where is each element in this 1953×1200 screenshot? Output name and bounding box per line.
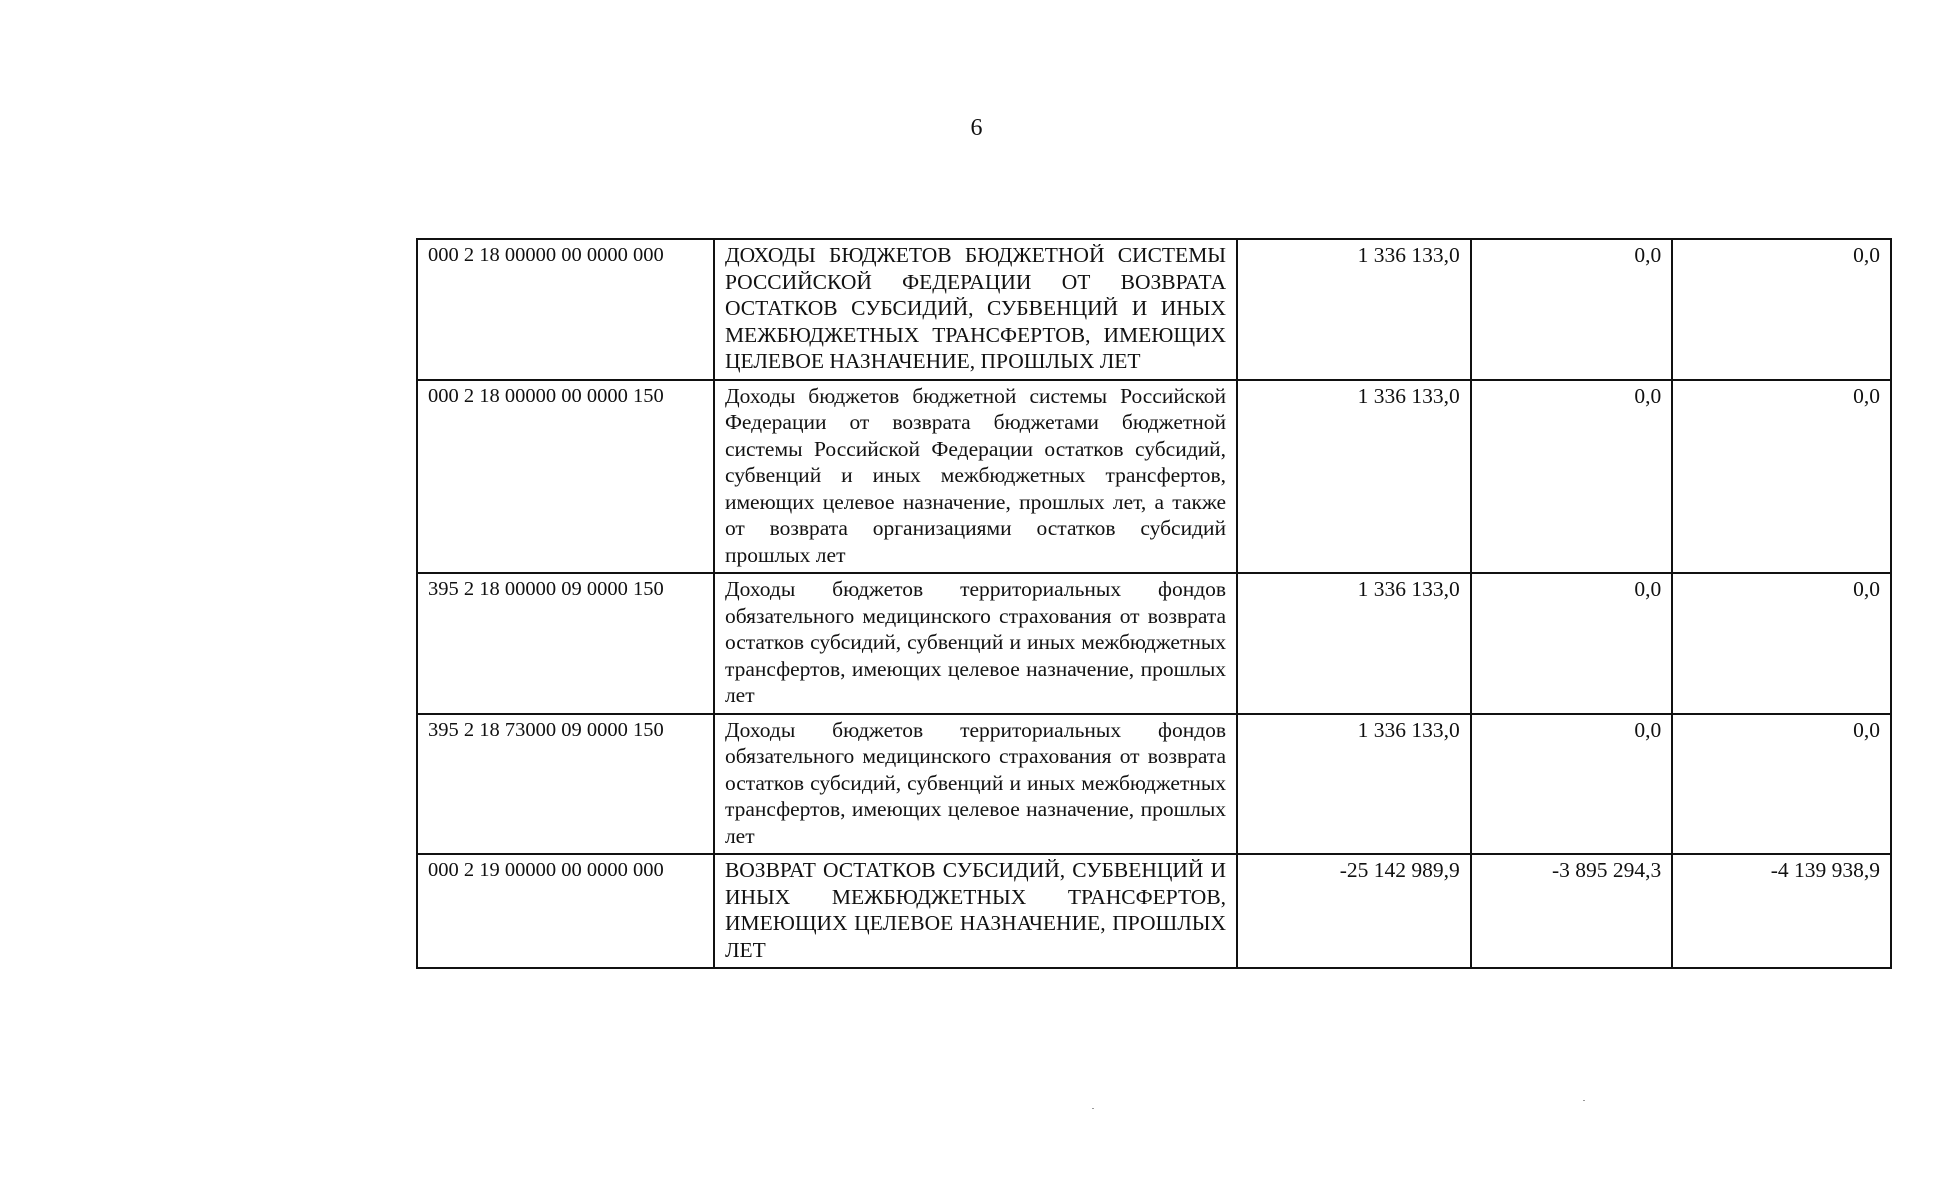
amount-cell-2: 0,0 — [1471, 239, 1673, 380]
revenue-name-cell: Доходы бюджетов бюджетной системы Российской Федерации от возврата бюджетами бюджетной системы Российской Федерации остатков субсидий, субвенций и иных межбюджетных трансфертов, имеющих целевое назначение, прошлых лет, а также от возврата организациями остатков субсидий прошлых лет — [714, 380, 1237, 574]
revenue-name-cell: Доходы бюджетов территориальных фондов обязательного медицинского страхования от возврата остатков субсидий, субвенций и иных межбюджетных трансфертов, имеющих целевое назначение, прошлых лет — [714, 714, 1237, 855]
amount-cell-3: 0,0 — [1672, 714, 1891, 855]
page-number: 6 — [970, 115, 983, 141]
amount-cell-2: 0,0 — [1471, 380, 1673, 574]
amount-cell-1: -25 142 989,9 — [1237, 854, 1471, 968]
revenue-name-cell: Доходы бюджетов территориальных фондов обязательного медицинского страхования от возврата остатков субсидий, субвенций и иных межбюджетных трансфертов, имеющих целевое назначение, прошлых лет — [714, 573, 1237, 714]
budget-code-cell: 395 2 18 73000 09 0000 150 — [417, 714, 714, 855]
budget-code-cell: 000 2 18 00000 00 0000 000 — [417, 239, 714, 380]
revenue-name-cell: ВОЗВРАТ ОСТАТКОВ СУБСИДИЙ, СУБВЕНЦИЙ И ИНЫХ МЕЖБЮДЖЕТНЫХ ТРАНСФЕРТОВ, ИМЕЮЩИХ ЦЕЛЕВОЕ НАЗНАЧЕНИЕ, ПРОШЛЫХ ЛЕТ — [714, 854, 1237, 968]
budget-code-cell: 000 2 18 00000 00 0000 150 — [417, 380, 714, 574]
amount-cell-1: 1 336 133,0 — [1237, 573, 1471, 714]
amount-cell-1: 1 336 133,0 — [1237, 380, 1471, 574]
amount-cell-1: 1 336 133,0 — [1237, 714, 1471, 855]
amount-cell-3: 0,0 — [1672, 380, 1891, 574]
budget-code-cell: 395 2 18 00000 09 0000 150 — [417, 573, 714, 714]
table-row — [417, 854, 1891, 968]
table-row — [417, 380, 1891, 574]
amount-cell-2: 0,0 — [1471, 714, 1673, 855]
table-row — [417, 239, 1891, 380]
amount-cell-1: 1 336 133,0 — [1237, 239, 1471, 380]
scan-speck — [1092, 1108, 1094, 1109]
amount-cell-3: -4 139 938,9 — [1672, 854, 1891, 968]
scan-speck — [1583, 1100, 1585, 1101]
budget-revenue-table — [416, 238, 1892, 969]
table-row — [417, 573, 1891, 714]
revenue-name-cell: ДОХОДЫ БЮДЖЕТОВ БЮДЖЕТНОЙ СИСТЕМЫ РОССИЙСКОЙ ФЕДЕРАЦИИ ОТ ВОЗВРАТА ОСТАТКОВ СУБСИДИЙ, СУБВЕНЦИЙ И ИНЫХ МЕЖБЮДЖЕТНЫХ ТРАНСФЕРТОВ, ИМЕЮЩИХ ЦЕЛЕВОЕ НАЗНАЧЕНИЕ, ПРОШЛЫХ ЛЕТ — [714, 239, 1237, 380]
budget-code-cell: 000 2 19 00000 00 0000 000 — [417, 854, 714, 968]
table-row — [417, 714, 1891, 855]
amount-cell-3: 0,0 — [1672, 573, 1891, 714]
amount-cell-2: -3 895 294,3 — [1471, 854, 1673, 968]
amount-cell-2: 0,0 — [1471, 573, 1673, 714]
amount-cell-3: 0,0 — [1672, 239, 1891, 380]
